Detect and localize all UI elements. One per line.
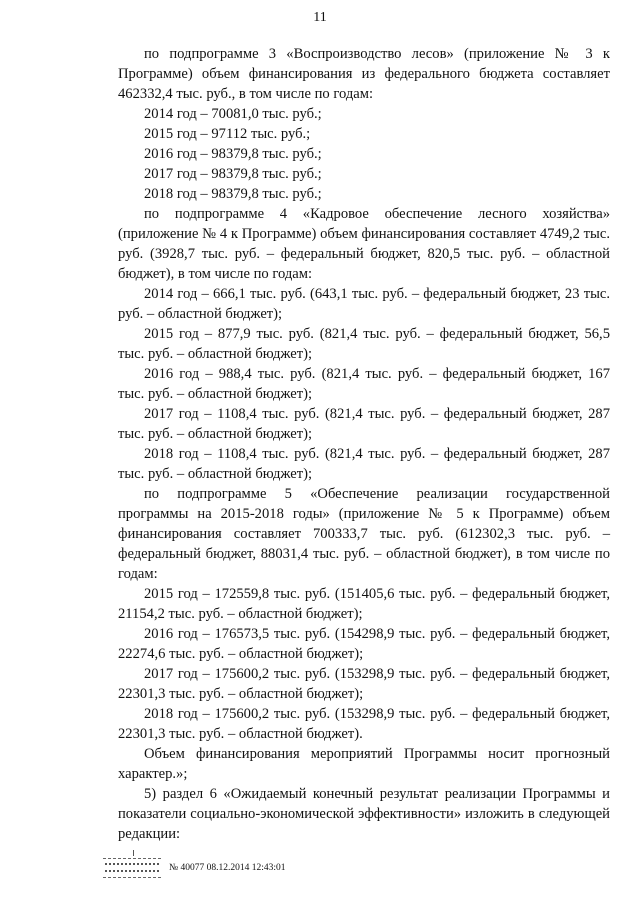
- registration-number: № 40077 08.12.2014 12:43:01: [169, 863, 286, 873]
- paragraph: 2018 год – 1108,4 тыс. руб. (821,4 тыс. руб. – федеральный бюджет, 287 тыс. руб. – областной бюджет);: [118, 446, 610, 482]
- paragraph: 2016 год – 98379,8 тыс. руб.;: [144, 146, 322, 162]
- paragraph: 2015 год – 877,9 тыс. руб. (821,4 тыс. руб. – федеральный бюджет, 56,5 тыс. руб. – областной бюджет);: [118, 326, 610, 362]
- footer: [103, 858, 285, 878]
- paragraph: 2014 год – 70081,0 тыс. руб.;: [144, 106, 322, 122]
- paragraph: по подпрограмме 4 «Кадровое обеспечение лесного хозяйства» (приложение № 4 к Программе) объем финансирования составляет 4749,2 тыс. руб. (3928,7 тыс. руб. – федеральный бюджет, 820,5 тыс. руб. – областной бюджет), в том числе по годам:: [118, 206, 610, 282]
- document-body: [118, 44, 610, 844]
- paragraph: 2017 год – 1108,4 тыс. руб. (821,4 тыс. руб. – федеральный бюджет, 287 тыс. руб. – областной бюджет);: [118, 406, 610, 442]
- barcode-stamp: [103, 858, 161, 878]
- page-number: 11: [313, 10, 327, 25]
- paragraph: по подпрограмме 3 «Воспроизводство лесов» (приложение № 3 к Программе) объем финансирования из федерального бюджета составляет 462332,4 тыс. руб., в том числе по годам:: [118, 46, 610, 102]
- paragraph: 2018 год – 175600,2 тыс. руб. (153298,9 тыс. руб. – федеральный бюджет, 22301,3 тыс. руб. – областной бюджет).: [118, 706, 610, 742]
- paragraph: 2015 год – 172559,8 тыс. руб. (151405,6 тыс. руб. – федеральный бюджет, 21154,2 тыс. руб. – областной бюджет);: [118, 586, 610, 622]
- paragraph: 2018 год – 98379,8 тыс. руб.;: [144, 186, 322, 202]
- paragraph: 2014 год – 666,1 тыс. руб. (643,1 тыс. руб. – федеральный бюджет, 23 тыс. руб. – областной бюджет);: [118, 286, 610, 322]
- paragraph: 2015 год – 97112 тыс. руб.;: [144, 126, 311, 142]
- paragraph: Объем финансирования мероприятий Программы носит прогнозный характер.»;: [118, 746, 610, 782]
- paragraph: 2016 год – 176573,5 тыс. руб. (154298,9 тыс. руб. – федеральный бюджет, 22274,6 тыс. руб. – областной бюджет);: [118, 626, 610, 662]
- paragraph: 2016 год – 988,4 тыс. руб. (821,4 тыс. руб. – федеральный бюджет, 167 тыс. руб. – областной бюджет);: [118, 366, 610, 402]
- paragraph: 2017 год – 175600,2 тыс. руб. (153298,9 тыс. руб. – федеральный бюджет, 22301,3 тыс. руб. – областной бюджет);: [118, 666, 610, 702]
- paragraph: 2017 год – 98379,8 тыс. руб.;: [144, 166, 322, 182]
- paragraph: 5) раздел 6 «Ожидаемый конечный результат реализации Программы и показатели социально-экономической эффективности» изложить в следующей редакции:: [118, 786, 610, 842]
- paragraph: по подпрограмме 5 «Обеспечение реализации государственной программы на 2015-2018 годы» (приложение № 5 к Программе) объем финансирования составляет 700333,7 тыс. руб. (612302,3 тыс. руб. – федеральный бюджет, 88031,4 тыс. руб. – областной бюджет), в том числе по годам:: [118, 486, 610, 582]
